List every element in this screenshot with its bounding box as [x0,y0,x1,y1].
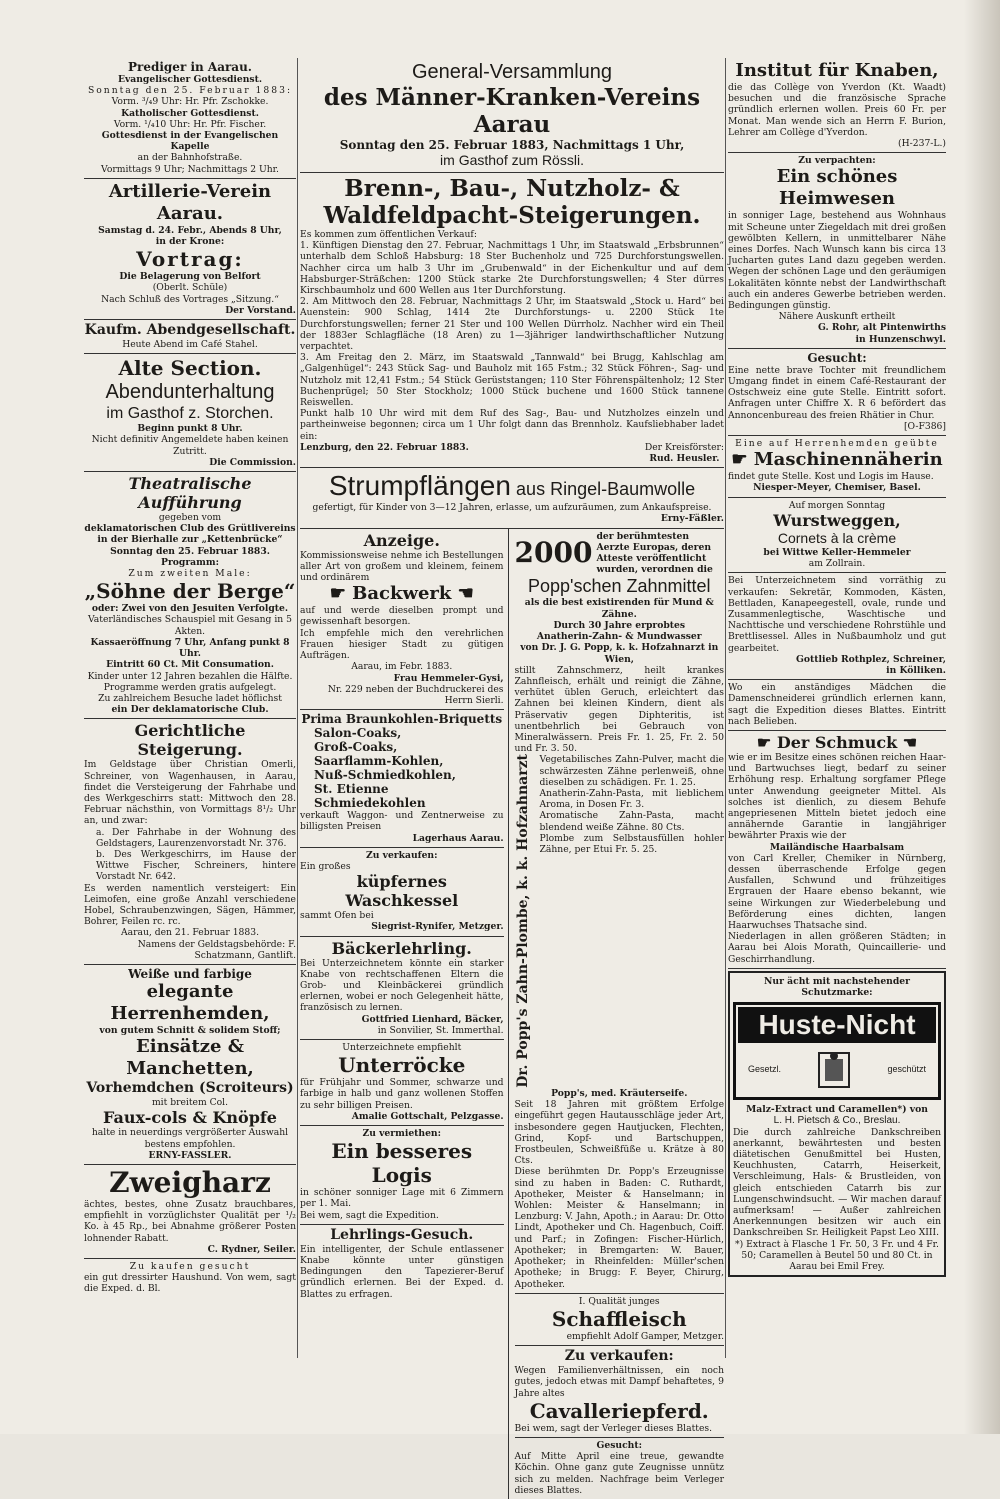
ad-line: gegeben vom [158,512,222,524]
ad-huste-nicht [728,971,946,1277]
seal-text: geschützt [887,1064,926,1075]
ad-title: Faux-cols & Knöpfe [103,1108,277,1128]
ad-heimwesen [728,153,946,349]
pointing-hand-left-icon: ☚ [457,583,474,605]
page-edge-shadow [964,0,1000,1434]
ad-title-line [300,583,504,605]
ad-title: Schaffleisch [551,1306,687,1331]
ad-tochter [728,349,946,436]
ad-paragraph: Auf Mitte April eine treue, gewandte Köchin. Ohne ganz gute Zeugnisse unnütz sich zu melden. Nachfrage beim Verleger dieses Blattes. [514,1451,724,1496]
ad-line: Kassaeröffnung 7 Uhr, Anfang punkt 8 Uhr. [90,636,290,660]
middle-column [300,58,724,1496]
ad-line: Zu kaufen gesucht [129,1261,251,1272]
ad-line: Sonntag den 25. Februar 1883. [110,545,270,557]
ad-paragraph: Aromatische Zahn-Pasta, macht blendend weiße Zähne. 80 Cts. [539,810,724,833]
pointing-hand-right-icon: ☛ [756,732,772,752]
ad-kohlen [300,710,504,848]
ad-signature: in Kölliken. [886,664,946,676]
ad-anzeige [300,529,504,710]
ad-subtitle: aus Ringel-Baumwolle [516,479,696,500]
ad-title: Popp'schen Zahnmittel [527,576,711,597]
ad-paragraph: Wegen Familienverhältnissen, ein noch gutes, jedoch etwas mit Dampf behaftetes, 9 Jahre altes [514,1365,724,1399]
ad-title-line [728,449,946,471]
ad-line: Auf morgen Sonntag [788,499,886,511]
ad-big-number: 2000 [514,536,593,570]
ad-line: mit breitem Col. [151,1097,229,1109]
ad-line: Zu zahlreichem Besuche ladet höflichst [98,692,282,704]
ad-signature: C. Rydner, Seiler. [207,1243,296,1255]
ad-line: Kinder unter 12 Jahren bezahlen die Hälfte. [87,670,293,682]
ad-schaffleisch [515,1294,724,1346]
ad-artillerie [84,179,296,320]
ad-subtitle: Katholischer Gottesdienst. [121,107,259,119]
ad-alte-section [84,354,296,472]
ad-line: Anatherin-Zahn- & Mundwasser [536,631,702,643]
ad-title: Artillerie-Verein Aarau. [108,180,272,224]
ad-line: Programm: [161,556,219,568]
ad-title: Ein besseres Logis [331,1139,473,1188]
column-rule-left [297,58,298,1358]
ad-paragraph: Es kommen zum öffentlichen Verkauf: [300,229,477,240]
ad-schmuck [728,731,946,969]
ad-line: Eine auf Herrenhemden geübte [735,438,939,450]
popp-products [515,754,724,1088]
ad-paragraph: Ein intelligenter, der Schule entlassener Knabe könnte unter günstigen Bedingungen den Tapezierer-Beruf gründlich erlernen. Bei der Exped. d. Blattes zu erfragen. [300,1243,504,1300]
ad-title: Kaufm. Abendgesellschaft. [84,322,296,339]
ad-line: Heute Abend im Café Stahel. [122,339,258,351]
ad-title: Unterröcke [338,1053,466,1078]
ad-title: Ein schönes Heimwesen [776,166,898,210]
ad-title: elegante Herrenhemden, [110,980,270,1024]
ad-paragraph: Punkt halb 10 Uhr wird mit dem Ruf des Sag-, Bau- und Nutzholzes einzeln und partheinweise begonnen; circa um 1 Uhr folgt dann das Brennholz. Kaufsliebhaber ladet ein: [300,408,724,442]
ad-line: oder: Zwei von den Jesuiten Verfolgte. [91,603,289,615]
ad-maedchen [728,680,946,731]
ad-line: Vormittags 9 Uhr; Nachmittags 2 Uhr. [101,163,279,175]
ad-signature: Nr. 229 neben der Buchdruckerei des Herrn Sierli. [327,683,504,706]
ad-line: deklamatorischen Club des Grütlivereins [84,523,296,535]
pointing-hand-right-icon: ☛ [329,583,346,605]
ad-paragraph: auf und werde dieselben prompt und gewissenhaft besorgen. [300,605,504,628]
ad-paragraph: stillt Zahnschmerz, heilt krankes Zahnfleisch, erhält und reinigt die Zähne, verhütet üblen Geruch, erleichtert das Zahnen bei kleinen Kindern, dient als Präservativ gegen Diphteritis, ist unentbehrlich bei Gebrauch von Mineralwässern. Preis Fr. 1. 25, Fr. 2. 50 und Fr. 3. 50. [514,664,724,755]
ad-koechin [515,1438,724,1499]
ad-naeherin [728,436,946,498]
logo-text: Huste-Nicht [738,1007,936,1043]
ad-signature: bei Wittwe Keller-Hemmeler [763,546,911,558]
ad-paragraph: Ich empfehle mich den verehrlichen Frauen hiesiger Stadt zu gütigen Aufträgen. [300,627,504,662]
middle-sub-right [515,529,724,1499]
ad-line: Unterzeichnete empfiehlt [342,1041,462,1053]
ad-paragraph: a. Der Fahrhabe in der Wohnung des Geldstagers, Laurenzenvorstadt Nr. 376. [96,826,296,849]
ad-paragraph: in sonniger Lage, bestehend aus Wohnhaus mit Scheune unter Ziegeldach mit drei großen gewölbten Kellern, in unmittelbarer Nähe eines Dorfes. Nach Wunsch kann bis circa 13 Jucharten gutes Land dazu gegeben werden. Wegen der schönen Lage und den geräumigen Lokalitäten könnte nebst der Landwirthschaft auch ein anderes Gewerbe betrieben werden. Bedingungen günstig. [728,210,946,312]
ad-line: Samstag d. 24. Febr., Abends 8 Uhr, [98,224,282,236]
ad-line: Nähere Auskunft ertheilt [778,311,896,323]
ad-title: Theatralische Aufführung [128,474,252,513]
ad-title: Institut für Knaben, [735,60,939,81]
ad-line: L. H. Pietsch & Co., Breslau. [773,1115,901,1127]
ad-strumpf [300,468,724,528]
ad-paragraph: Vegetabilisches Zahn-Pulver, macht die schwärzesten Zähne perlenweiß, ohne dieselben zu schädigen. Fr. 1. 25. [539,754,724,788]
ad-signature: Lagerhaus Aarau. [412,832,504,844]
ad-signature: in Hunzenschwyl. [855,333,946,345]
pointing-hand-left-icon: ☚ [902,732,918,752]
ad-paragraph: *) Extract à Flasche 1 Fr. 50, 3 Fr. und 4 Fr. 50; Caramellen à Beutel 50 und 80 Ct. in Aarau bei Emil Frey. [735,1238,939,1273]
ad-line: Sonntag den 25. Februar 1883, Nachmittags 1 Uhr, [339,138,685,152]
ad-signature: Gottfried Lienhard, Bäcker, [361,1013,504,1025]
ad-paragraph: in schöner sonniger Lage mit 6 Zimmern per 1. Mai. [300,1187,504,1210]
ad-reference: (H-237-L.) [898,138,946,150]
ad-paragraph: wie er im Besitze eines schönen reichen Haar- und Bartwuchses liegt, bedarf zu seiner Erhöhung resp. Erhaltung sorgfamer Pflege unter Anwendung geeigneter Mittel. Als solches ist dienlich, zu diesem Behufe angepriesenen Mitteln bietet jedoch eine annähernde Garantie in langjähriger bewährter Praxis wie der [728,751,946,842]
ad-line: Vorm. ¹/₄10 Uhr: Hr. Pfr. Fischer. [113,118,267,130]
ad-line: gefertigt, für Kinder von 3—12 Jahren, erlasse, um aufzuräumen, zum Ankaufspreise. [312,502,712,514]
ad-paragraph: von Carl Kreller, Chemiker in Nürnberg, dessen überraschende Erfolge gegen Ausfallen, Schwund und frühzeitiges Ergrauen der Haare ebenso bekannt, wie seine Wirkungen zur Wiederbelebung und Beförderung eines dichten, langen Haarwuchses Thatsache sind. [728,852,946,931]
ad-line: von gutem Schnitt & solidem Stoff; [99,1024,281,1036]
ad-paragraph: Diese berühmten Dr. Popp's Erzeugnisse sind zu haben in Baden: C. Ruthardt, Apotheker, Meister & Hanselmann; in Wohlen: Meister & Hanselmann; in Lenzburg: V. Jahn, Apoth.; in Aarau: Dr. Otto Lindt, Apotheker und Ch. Hagenbuch, Coiff. und Parf.; in Zofingen: Fischer-Hürlich, Apotheker; in Bremgarten: W. Bauer, Apotheker; in Rheinfelden: Müller'schen Apotheke; in Brugg: F. Beyer, Chirurg, Apotheker. [514,1166,724,1290]
ad-holz-steigerung [300,173,724,468]
column-rule-right [725,58,726,1358]
ad-signature: Amalie Gottschalt, Pelzgasse. [351,1110,504,1122]
ad-signature: ein Der deklamatorische Club. [111,704,269,716]
ad-paragraph: Seit 18 Jahren mit größtem Erfolge eingeführt gegen Hautausschläge jeder Art, insbesondere gegen Hautjucken, Flechten, Grind, Kopf- und Bartschuppen, Frostbeulen, Schweißfüße u. Krätze à 80 Cts. [514,1099,724,1167]
ad-line: Zu vermiethen: [362,1127,442,1139]
ad-signature: Gottlieb Rothplez, Schreiner, [796,653,946,665]
ad-title: küpfernes Waschkessel [345,872,459,911]
ad-paragraph: 2. Am Mittwoch den 28. Februar, Nachmittags 2 Uhr, im Staatswald „Stock u. Hard“ bei Auenstein: 900 Schlag, 1414 2te Durchforstungs- u. 2200 Stück 1te Durchforstungswellen; ferner 21 Ster und 100 Wellen Dürrholz. Nachher wird ein Theil der 1883er Schlagfläche (18 Aren) zu 1—3jähriger landwirthschaftlicher Nutzung verpachtet. [300,296,724,353]
ad-line: Zum zweiten Male: [128,568,252,580]
ad-signature: Niesper-Meyer, Chemiser, Basel. [753,482,921,494]
ad-line: halte in neuerdings vergrößerter Auswahl bestens empfohlen. [91,1127,289,1150]
ad-vertical-label: Dr. Popp's Zahn-Plombe, k. k. Hofzahnarzt [514,754,531,1089]
ad-line: Zu verpachten: [798,155,876,167]
ad-line: ein gut dressirter Haushund. Von wem, sagt die Exped. d. Bl. [84,1272,296,1295]
ad-line: (Oberlt. Schüle) [152,282,228,294]
ad-haushund [84,1259,296,1298]
ad-signature: Frau Hemmeler-Gysi, [393,672,504,684]
ad-line: der berühmtesten Aerzte Europas, deren Atteste veröffentlicht wurden, verordnen die [596,530,713,576]
ad-signature: empfiehlt Adolf Gamper, Metzger. [566,1330,724,1342]
ad-signature: Rud. Heusler. [649,453,720,465]
ad-line: Durch 30 Jahre erprobtes [553,619,686,631]
ad-date: Aarau, im Febr. 1883. [351,661,453,673]
ad-line: als die best existirenden für Mund & Zähne. [524,597,714,620]
ad-moebel [728,573,946,680]
middle-sub-left [300,529,509,1499]
ad-line: Ein großes [300,860,351,872]
list-item: St. Etienne Schmiedekohlen [314,782,426,811]
ad-signature: Erny-Fäßler. [660,513,724,525]
ad-popp [515,529,724,1294]
ad-title: Zu verkaufen: [366,849,438,861]
seal-text: Gesetzl. [748,1064,782,1075]
ad-paragraph: verkauft Waggon- und Zentnerweise zu billigsten Preisen [300,810,504,833]
pointing-hand-right-icon: ☛ [731,449,748,471]
ad-paragraph: Die durch zahlreiche Dankschreiben anerkannt, bewährtesten und besten diätetischen Genußmittel bei Husten, Keuchhusten, Catarrh, Heiserkeit, Verschleimung, Hals- & Brustleiden, von gleich entschieden Catarrh bis zur Lungenschwindsucht. — Wir machen darauf aufmerksam! — Außer zahlreichen Anerkennungen besitzen wir auch ein Dankschreiben Sr. Heiligkeit Papst Leo XIII. [733,1126,941,1239]
ad-paragraph: Bei Unterzeichnetem könnte ein starker Knabe von rechtschaffenen Eltern die Grob- und Kleinbäckerei gründlich erlernen, wobei er noch Gelegenheit hätte, französisch zu lernen. [300,957,504,1014]
ad-title: Gerichtliche Steigerung. [134,721,246,760]
ad-line: am Zollrain. [808,558,866,570]
ad-title: Anzeige. [363,530,440,550]
ad-line: Vorm. ³/₄9 Uhr: Hr. Pfr. Zschokke. [111,96,269,108]
ad-title: Vorhemdchen (Scroiteurs) [86,1080,294,1097]
ad-title: Einsätze & Manchetten, [126,1036,254,1080]
ad-paragraph: b. Des Werkgeschirrs, im Hause der Wittwe Fischer, Schreiners, hintere Vorstadt Nr. 642. [96,848,296,883]
ad-line: Weiße und farbige [128,966,252,981]
ad-paragraph: für Frühjahr und Sommer, schwarze und farbige in halb und ganz wollenen Stoffen zu sehr billigen Preisen. [300,1077,504,1111]
ad-line: von Dr. J. G. Popp, k. k. Hofzahnarzt in Wien, [520,642,719,665]
ad-logis [300,1126,504,1225]
ad-baecker [300,937,504,1040]
ad-title: Prima Braunkohlen-Briquetts [301,712,503,727]
ad-pferd [515,1346,724,1438]
ad-date: Lenzburg, den 22. Februar 1883. [300,441,469,453]
ad-line: Malz-Extract und Caramellen*) von [746,1104,928,1116]
ad-paragraph: Plombe zum Selbstausfüllen hohler Zähne, per Etui Fr. 5. 25. [539,832,724,855]
ad-line: Programme werden gratis aufgelegt. [103,681,277,693]
ad-title: Gesucht: [596,1439,642,1451]
ad-paragraph: Bei wem, sagt der Verleger dieses Blattes. [514,1422,713,1434]
ad-paragraph: Wo ein anständiges Mädchen die Damenschneiderei gründlich erlernen kann, sagt die Expedition dieses Blattes. Eintritt nach Belieben. [728,682,946,727]
ad-line: in der Bierhalle zur „Kettenbrücke“ [97,534,283,546]
ad-steigerung [84,719,296,965]
ad-paragraph: Bei wem, sagt die Expedition. [300,1209,439,1221]
ad-subtitle: Evangelischer Gottesdienst. [117,74,263,85]
ad-title: Maschinennäherin [753,449,943,471]
huste-nicht-logo [733,1002,941,1100]
ad-line: Die Belagerung von Belfort [119,271,261,283]
ad-reference: [O-F386] [903,420,946,432]
ad-paragraph: Es werden namentlich versteigert: Ein Leimofen, eine große Anzahl verschiedene Hobel, Schraubenzwingen, Sägen, Hämmer, Bohrer, Feilen rc. rc. [84,882,296,928]
ad-paragraph: 3. Am Freitag den 2. März, im Staatswald „Tannwald“ bei Brugg, Kahlschlag am „Galgenhügel“: 243 Stück Sag- und Bauholz mit 165 Fstm.; 32 Stück Föhren-, Sag- und Nutzholz mit 12,41 Fstm.; 54 Stück Gerüststangen; 110 Ster Föhrenspältenholz; 12 Ster Buchenprügel; 50 Ster Stockholz; 1000 Stück buchene und 1600 Stück tannene Reiswellen. [300,352,724,409]
list-item: Nuß-Schmiedkohlen, [314,768,456,783]
ad-signature: Namens der Geldstagsbehörde: F. Schatzmann, Gantlift. [137,938,296,961]
ad-title: Cavalleriepferd. [529,1398,709,1423]
ad-signature: G. Rohr, alt Pintenwirths [818,322,946,334]
ad-wurstweggen [728,498,946,574]
ad-prediger [84,58,296,179]
ad-lehrling [300,1225,504,1303]
ad-title: Cornets à la crème [777,529,897,546]
ad-paragraph: ächtes, bestes, ohne Zusatz brauchbares, empfiehlt in vorzüglichster Qualität per ¹/₂ Ko. à 45 Rp., bei Abnahme größerer Posten lohnender Rabatt. [84,1198,296,1244]
ad-title: Prediger in Aarau. [127,60,252,74]
ad-line: Nicht definitiv Angemeldete haben keinen Zutritt. [91,434,289,457]
list-item: Salon-Coaks, [314,726,402,741]
ad-paragraph: Im Geldstage über Christian Omerli, Schreiner, von Wagenhausen, in Aarau, findet die Versteigerung der Fahrhabe und des Werkgeschirrs statt: Mittwoch den 28. Februar nächsthin, von Vormittags 8¹/₂ Uhr an, und zwar: [84,759,296,827]
ad-paragraph: findet gute Stelle. Kost und Logis im Hause. [728,471,934,483]
ad-paragraph: Eine nette brave Tochter mit freundlichem Umgang findet in einem Café-Restaurant der Ostschweiz eine gute Stelle. Eintritt sofort. Anfragen unter Chiffre X. R 6 befördert das Annoncenbureau des freien Rhätier in Chur. [728,364,946,421]
ad-line: Sonntag den 25. Februar 1883: [87,85,293,97]
ad-title: Brenn-, Bau-, Nutzholz- & Waldfeldpacht-Steigerungen. [323,175,701,229]
ad-title: des Männer-Kranken-Vereins Aarau [323,84,701,138]
ad-line: I. Qualität junges [578,1295,660,1307]
ad-title: Strumpflängen [328,470,511,502]
ad-title: Zweigharz [109,1165,271,1199]
ad-paragraph: die das Collège von Yverdon (Kt. Waadt) besuchen und die französische Sprache gründlich erlernen wollen. Preis 60 Fr. per Monat. Man wende sich an Herrn F. Burion, Lehrer am Collège d'Yverdon. [728,82,946,138]
ad-date: Aarau, den 21. Februar 1883. [120,927,260,939]
ad-title: Der Schmuck [776,732,898,752]
ad-line: Eintritt 60 Ct. Mit Consumation. [106,659,274,671]
ad-line: in der Krone: [155,236,225,248]
ad-paragraph: Niederlagen in allen größeren Städten; in Aarau bei Alois Morath, Quincaillerie- und Geschirrhandlung. [728,931,946,965]
ad-title: Alte Section. [118,356,262,381]
left-column [84,58,296,1358]
ad-signature: Der Kreisförster: [644,441,724,453]
popp-header [515,531,724,576]
ad-paragraph: 1. Künftigen Dienstag den 27. Februar, Nachmittags 1 Uhr, im Staatswald „Erbsbrunnen“ unterhalb dem Schloß Habsburg: 18 Ster Buchenholz und 725 Durchforstungswellen. Nachher circa um halb 3 Uhr im „Grubenwald“ in der Eichenkultur und auf dem Habsburger-Sträßchen: 1200 Stück starke 2te Durchforstungswellen; 4 Ster dürres Kirschbaumholz und 600 Wellen aus 1ter Durchforstung. [300,240,724,297]
ad-signature: Der Vorstand. [225,304,296,316]
ad-paragraph: Anatherin-Zahn-Pasta, mit lieblichem Aroma, in Dosen Fr. 3. [539,787,724,811]
ad-line: Gottesdienst in der Evangelischen Kapelle [101,130,279,153]
ad-general-versammlung [300,58,724,173]
ad-line: Beginn punkt 8 Uhr. [137,423,243,435]
ad-title: General-Versammlung [411,61,613,83]
ad-kessel [300,848,504,937]
kohlen-list [300,726,504,810]
list-item: Groß-Coaks, [314,740,398,755]
ad-line: im Gasthof zum Rössli. [440,152,584,168]
trademark-emblem-icon [811,1047,857,1091]
list-item: Saarflamm-Kohlen, [314,754,444,769]
ad-line: Nach Schluß des Vortrages „Sitzung.“ [101,293,279,305]
ad-title: Wurstweggen, [773,510,901,530]
ad-signature: in Sonvilier, St. Immerthal. [377,1024,504,1036]
middle-subcolumns [300,529,724,1499]
ad-unterroecke [300,1040,504,1126]
ad-signature: Siegrist-Rynifer, Metzger. [371,921,504,933]
ad-kaufm [84,320,296,354]
ad-title: Bäckerlehrling. [331,938,472,958]
ad-paragraph: Bei Unterzeichnetem sind vorräthig zu verkaufen: Sekretär, Kommoden, Kästen, Bettladen, Kanapeegestell, ovale, runde und Zusammenlegtische, Waschtische und Nachttische und verschiedene Rohrstühle und Brettlisessel. Alles in Nußbaumholz und gut gearbeitet. [728,575,946,654]
ad-title-line [300,470,724,502]
ad-herrenhemden [84,965,296,1165]
ad-zweigharz [84,1165,296,1259]
ad-title: Backwerk [352,583,452,605]
ad-line: Nur ächt mit nachstehender Schutzmarke: [764,975,910,998]
ad-title-line [728,733,946,752]
ad-footer [300,442,724,464]
ad-line: Vaterländisches Schauspiel mit Gesang in 5 Akten. [88,614,292,637]
ad-signature: Die Commission. [209,456,296,468]
ad-title: Vortrag: [136,247,244,272]
popp-products-list [540,754,724,1088]
right-column [728,58,946,1388]
ad-institut [728,58,946,153]
trademark-seal [738,1043,936,1095]
ad-title: Gesucht: [807,350,867,365]
ad-signature: ERNY-FASSLER. [148,1149,232,1161]
ad-paragraph: Kommissionsweise nehme ich Bestellungen aller Art von großem und kleinem, feinem und ordinärem [300,549,504,584]
ad-title: Abendunterhaltung [105,381,275,404]
ad-subtitle: Popp's, med. Kräuterseife. [551,1088,688,1100]
ad-line: an der Bahnhofstraße. [137,152,243,164]
ad-line: sammt Ofen bei [300,910,374,922]
ad-title: Zu verkaufen: [564,1348,674,1365]
ad-theater [84,472,296,719]
ad-signature-wrap [645,442,724,464]
ad-subtitle: Mailändische Haarbalsam [769,841,905,853]
ad-subtitle: im Gasthof z. Storchen. [106,405,274,423]
ad-title: „Söhne der Berge“ [84,579,296,604]
ad-title: Lehrlings-Gesuch. [330,1226,474,1243]
